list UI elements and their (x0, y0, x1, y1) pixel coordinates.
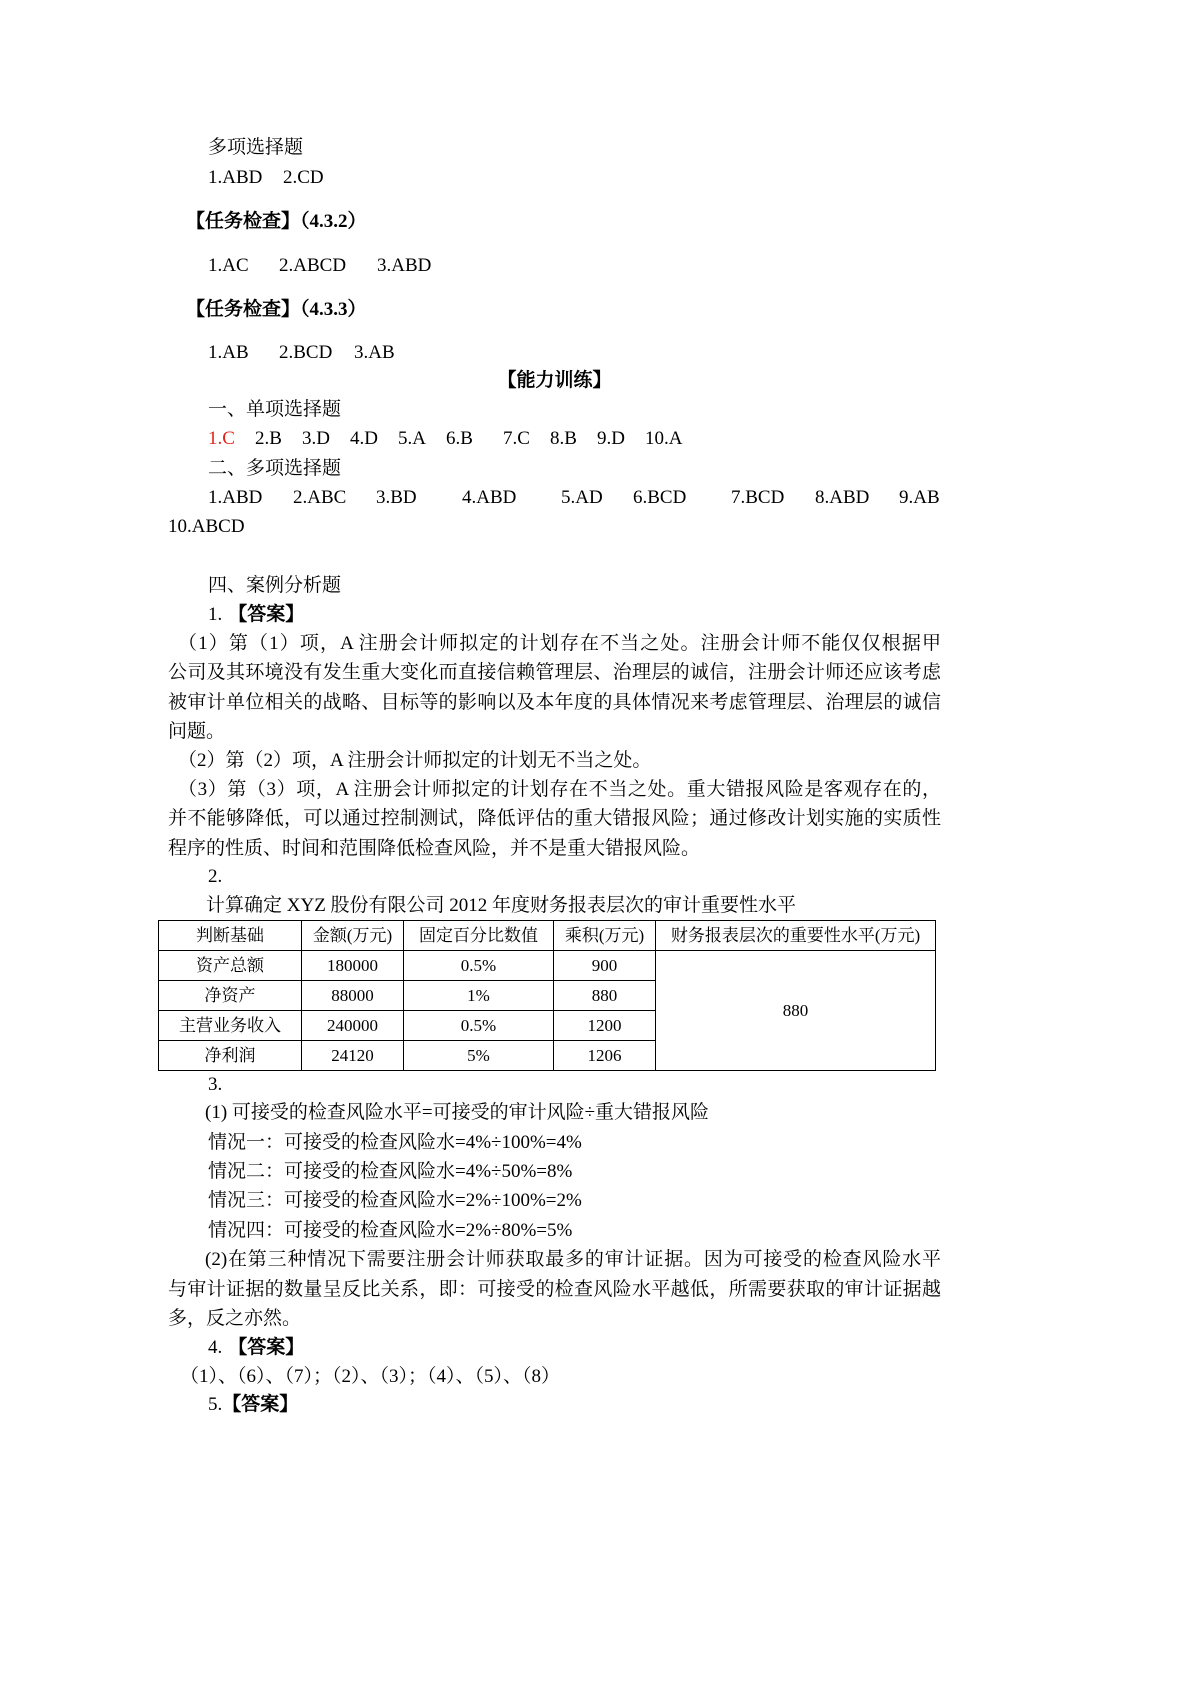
answer-item: 4.ABD (462, 487, 517, 508)
table-cell: 资产总额 (159, 951, 302, 981)
task-check-heading: 【任务检查】（4.3.3） (186, 299, 367, 320)
paragraph-line: （3）第（3）项，A 注册会计师拟定的计划存在不当之处。重大错报风险是客观存在的， (178, 779, 941, 800)
answer-item: 1.AC (208, 255, 249, 276)
paragraph-line: (2)在第三种情况下需要注册会计师获取最多的审计证据。因为可接受的检查风险水平 (205, 1249, 941, 1270)
paragraph-line: 与审计证据的数量呈反比关系，即：可接受的检查风险水平越低，所需要获取的审计证据越 (168, 1279, 941, 1300)
answer-item: 7.BCD (731, 487, 785, 508)
table-cell: 5% (404, 1041, 554, 1071)
answer-item: 2.B (255, 428, 282, 449)
case-number: 4. (208, 1337, 223, 1358)
paragraph-line: 并不能够降低，可以通过控制测试，降低评估的重大错报风险；通过修改计划实施的实质性 (168, 808, 941, 829)
task-check-heading: 【任务检查】（4.3.2） (186, 211, 367, 232)
table-row (159, 951, 936, 981)
answer-item: 8.B (550, 428, 577, 449)
case-analysis-heading: 四、案例分析题 (208, 575, 342, 596)
column-header: 财务报表层次的重要性水平(万元) (656, 921, 936, 951)
case-1-header (208, 600, 304, 630)
table-cell: 240000 (302, 1011, 404, 1041)
single-choice-heading: 一、单项选择题 (208, 399, 342, 420)
ability-training-title: 【能力训练】 (497, 370, 612, 391)
multiple-choice-answers (0, 163, 1191, 193)
table-cell: 0.5% (404, 951, 554, 981)
case-number: 2. (208, 866, 223, 887)
answer-item: 9.AB (899, 487, 940, 508)
case-number: 1. (208, 604, 223, 625)
paragraph-line: 问题。 (168, 721, 226, 742)
paragraph-line: 被审计单位相关的战略、目标等的影响以及本年度的具体情况来考虑管理层、治理层的诚信 (168, 692, 941, 713)
table-cell: 净利润 (159, 1041, 302, 1071)
answer-item: 10.A (645, 428, 683, 449)
table-cell: 1% (404, 981, 554, 1011)
answer-item: 3.D (302, 428, 330, 449)
table-cell: 88000 (302, 981, 404, 1011)
case-4-header (208, 1333, 304, 1363)
answer-item: 6.B (446, 428, 473, 449)
case-number: 3. (208, 1074, 223, 1095)
column-header: 固定百分比数值 (404, 921, 554, 951)
answer-item: 6.BCD (633, 487, 687, 508)
situation-line: 情况三：可接受的检查风险水=2%÷100%=2% (208, 1190, 582, 1211)
answer-item: 3.ABD (377, 255, 432, 276)
multiple-choice-heading: 多项选择题 (208, 137, 304, 158)
table-cell: 24120 (302, 1041, 404, 1071)
answer-item: 2.ABCD (279, 255, 347, 276)
task-check-answers (0, 338, 1191, 368)
paragraph-line: 程序的性质、时间和范围降低检查风险，并不是重大错报风险。 (168, 838, 701, 859)
case-number: 5. (208, 1394, 223, 1415)
situation-line: 情况四：可接受的检查风险水=2%÷80%=5% (208, 1220, 573, 1241)
multiple-choice-answers (0, 483, 1191, 513)
case-5-header (208, 1390, 298, 1420)
answer-item: 2.CD (283, 167, 324, 188)
task-check-answers (0, 251, 1191, 281)
answer-item: 5.A (398, 428, 426, 449)
single-choice-answers (0, 424, 1191, 454)
situation-line: 情况二：可接受的检查风险水=4%÷50%=8% (208, 1161, 573, 1182)
answer-item: 1.ABD (208, 167, 263, 188)
answer-item: 2.ABC (293, 487, 347, 508)
answer-label: 【答案】 (222, 1394, 299, 1415)
table-cell: 0.5% (404, 1011, 554, 1041)
paragraph-line: （2）第（2）项，A 注册会计师拟定的计划无不当之处。 (178, 750, 652, 771)
column-header: 乘积(万元) (554, 921, 656, 951)
answer-label: 【答案】 (228, 604, 305, 625)
answer-item: 5.AD (561, 487, 603, 508)
answer-item: 7.C (503, 428, 530, 449)
formula-line: (1) 可接受的检查风险水平=可接受的审计风险÷重大错报风险 (205, 1102, 710, 1123)
table-cell: 净资产 (159, 981, 302, 1011)
table-cell: 1206 (554, 1041, 656, 1071)
table-cell: 900 (554, 951, 656, 981)
paragraph-line: （1）第（1）项，A 注册会计师拟定的计划存在不当之处。注册会计师不能仅仅根据甲 (178, 633, 941, 654)
answer-item: 4.D (350, 428, 378, 449)
column-header: 金额(万元) (302, 921, 404, 951)
multiple-choice-answers-continued (0, 512, 1191, 542)
table-cell: 1200 (554, 1011, 656, 1041)
multiple-choice-heading: 二、多项选择题 (208, 458, 342, 479)
table-cell: 180000 (302, 951, 404, 981)
table-cell: 主营业务收入 (159, 1011, 302, 1041)
answer-item: 3.AB (354, 342, 395, 363)
answer-item: 10.ABCD (168, 516, 245, 537)
situation-line: 情况一：可接受的检查风险水=4%÷100%=4% (208, 1132, 582, 1153)
table-cell: 880 (554, 981, 656, 1011)
column-header: 判断基础 (159, 921, 302, 951)
materiality-table (158, 920, 936, 1071)
table-caption: 计算确定 XYZ 股份有限公司 2012 年度财务报表层次的审计重要性水平 (206, 895, 797, 916)
materiality-level-cell: 880 (656, 951, 936, 1071)
answer-item-highlighted: 1.C (208, 428, 235, 449)
paragraph-line: 多，反之亦然。 (168, 1308, 302, 1329)
answer-item: 1.ABD (208, 487, 263, 508)
paragraph-line: 公司及其环境没有发生重大变化而直接信赖管理层、治理层的诚信，注册会计师还应该考虑 (168, 662, 941, 683)
answer-line: （1）、（6）、（7）；（2）、（3）；（4）、（5）、（8） (180, 1366, 561, 1387)
answer-item: 8.ABD (815, 487, 870, 508)
answer-item: 9.D (597, 428, 625, 449)
table-header-row (159, 921, 936, 951)
answer-label: 【答案】 (228, 1337, 305, 1358)
answer-item: 3.BD (376, 487, 417, 508)
answer-item: 1.AB (208, 342, 249, 363)
answer-item: 2.BCD (279, 342, 333, 363)
